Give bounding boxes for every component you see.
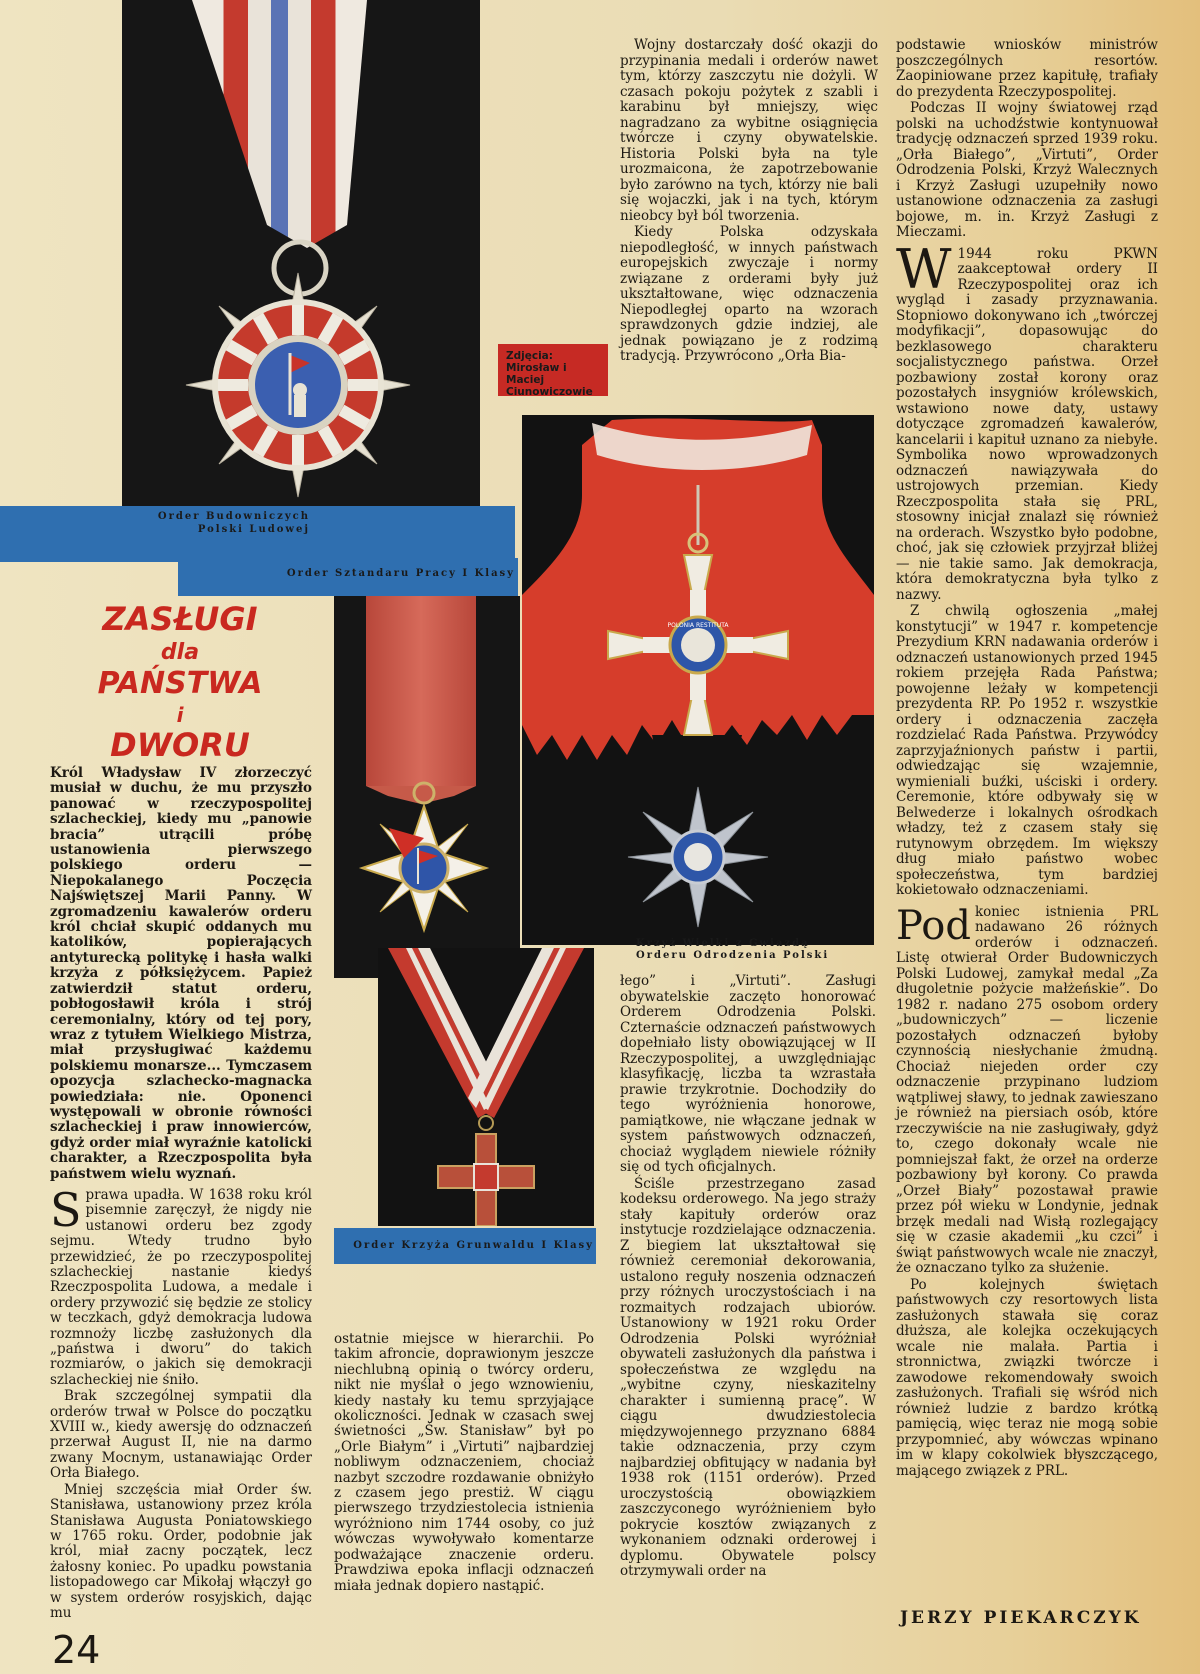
col4-para-3-wrap — [896, 237, 1158, 604]
col3-para-4: Ściśle przestrzegano zasad kodeksu orderowego. Na jego straży stały kapituły orderów oraz instytucje rozdzielające odznaczenia. Z biegiem lat ukształtował się również ceremoniał dekorowania, ustalono reguły noszenia odznaczeń przy różnych uroczystościach i na rozmaitych rodzajach ubiorów. Ustanowiony w 1921 roku Order Odrodzenia Polski wyróżniał obywateli zasłużonych dla państwa i społeczeństwa ze względu na „wybitne czyny, nieskazitelny charakter i sumienną pracę”. W ciągu dwudziestolecia międzywojennego przyznano 6884 takie odznaczenia, przy czym najbardziej obfitujący w nadania był 1938 rok (1151 orderów). Przed uroczystością obowiązkiem zaszczyconego wyróżnieniem było pokrycie kosztów związanych z wykonaniem odznaki orderowej i dyplomu. Obywatele polscy otrzymywali order na — [620, 1175, 876, 1579]
col1-para-3: Mniej szczęścia miał Order św. Stanisława, ustanowiony przez króla Stanisława Augusta Poniatowskiego w 1765 roku. Order, podobnie jak król, miał zacny początek, lecz żałosny koniec. Po upadku powstania listopadowego car Mikołaj włączył go w system orderów rosyjskich, dając mu — [50, 1481, 312, 1621]
drop-word-pod: Pod — [896, 902, 971, 949]
col4-para-5-wrap — [896, 902, 1158, 1277]
caption-order-budowniczych: Order Budowniczych Polski Ludowej — [157, 511, 310, 535]
column-4 — [896, 38, 1158, 1480]
medal-budowniczych-illustration — [122, 0, 480, 508]
col1-para-1-wrap — [50, 1182, 312, 1388]
drop-cap-s: S — [50, 1182, 82, 1237]
col3-para-1: Wojny dostarczały dość okazji do przypinania medali i orderów nawet tym, którzy zaszczytu nie dożyli. W czasach pokoju pożytek z szabli i karabinu był mniejszy, więc nagradzano za wybitne osiągnięcia twórcze i czyny obywatelskie. Historia Polski była na tyle urozmaicona, że zapotrzebowanie było zarówno na tych, którzy nie bali się wojaczki, jak i na tych, którym nieobcy był ból tworzenia. — [620, 37, 878, 224]
title-line-4: i — [176, 703, 184, 727]
col4-para-3: 1944 roku PKWN zaakceptował ordery II Rzeczypospolitej oraz ich wygląd i zasady przyznawania. Stopniowo dokonywano ich „twórczej modyfikacji”, dopasowując do bezklasowego charakteru socjalistycznego państwa. Orzeł pozbawiony został korony oraz pozostałych insygniów królewskich, wstawiono nowe daty, ustawy dotyczące zgromadzeń kawalerów, kancelarii i kapituł uznano za niebyłe. Symbolika nowo wprowadzonych odznaczeń nawiązywała do ustrojowych przemian. Kiedy Rzeczpospolita stała się PRL, stosowny inicjał znalazł się również na orderach. Wszystko było podobne, choć, jak się człowiek przyjrzał bliżej — nie takie samo. Jak demokracja, która demokratyczna była tylko z nazwy. — [896, 245, 1158, 603]
photo-krzyz-grunwaldu — [378, 948, 594, 1226]
photo-order-sztandaru — [334, 596, 520, 978]
col2-para-1: ostatnie miejsce w hierarchii. Po takim afroncie, doprawionym jeszcze niechlubną opinią o twórcy orderu, nikt nie myślał o jego wznowieniu, kiedy nastały ku temu sprzyjające okoliczności. Jednak w czasach swej świetności „Św. Stanisław” był po „Orle Białym” i „Virtuti” najbardziej nobliwym odznaczeniem, chociaż nazbyt szczodre rozdawanie obniżyło z czasem jego prestiż. W ciągu pierwszego trzydziestolecia istnienia wyróżniono nim 1744 osoby, co już wówczas wywoływało komentarze podważające znaczenie orderu. Prawdziwa epoka inflacji odznaczeń miała jednak dopiero nastąpić. — [334, 1331, 594, 1594]
col4-para-4: Z chwilą ogłoszenia „małej konstytucji” w 1947 r. kompetencje Prezydium KRN nadawania orderów i odznaczeń ustanowionych przed 1945 rokiem przejęła Rada Państwa; powojenne leżały w kompetencji prezydenta RP. Po 1952 r. wszystkie ordery i odznaczenia zaczęła rozdzielać Rada Państwa. Przywódcy zaprzyjaźnionych państw i partii, odwiedzając się wzajemnie, wymieniali buźki, uściski i ordery. Ceremonie, które odbywały się w Belwederze i lokalnych ośrodkach władzy, też z czasem stały się rutynowym obrzędem. Im większy dług miało państwo wobec społeczeństwa, tym bardziej kokietowało odznaczeniami. — [896, 603, 1158, 898]
column-3-bottom — [620, 974, 876, 1581]
author-byline: JERZY PIEKARCZYK — [900, 1608, 1142, 1628]
sash-and-star-illustration — [522, 415, 874, 945]
col1-para-2: Brak szczególnej sympatii dla orderów trwał w Polsce do początku XVIII w., kiedy awersję do odznaczeń przerwał August II, nie na darmo zwany Mocnym, ustanawiając Order Orła Białego. — [50, 1388, 312, 1482]
col4-para-1: podstawie wniosków ministrów poszczególnych resortów. Zaopiniowane przez kapitułę, trafiały do prezydenta Rzeczypospolitej. — [896, 37, 1158, 100]
title-line-3: PAŃSTWA — [97, 666, 263, 701]
lead-paragraph: Król Władysław IV złorzeczyć musiał w duchu, że mu przyszło panować w rzeczypospolitej szlacheckiej, kiedy mu „panowie bracia” utrącili próbę ustanowienia pierwszego polskiego orderu — Niepokalanego Poczęcia Najświętszej Marii Panny. W zgromadzeniu kawalerów orderu król chciał skupić oddanych mu katolików, popierających antyturecką politykę i hasła walki krzyża z półksiężycem. Papież zatwierdził statut orderu, pobłogosławił króla i strój ceremonialny, który od tej pory, wraz z tytułem Wielkiego Mistrza, miał przysługiwać każdemu polskiemu monarsze... Tymczasem opozycja szlachecko-magnacka powiedziała: nie. Oponenci występowali w obronie równości szlacheckiej i praw innowierców, gdyż order miał wyraźnie katolicki charakter, a Rzeczpospolita była państwem wielu wyznań. — [50, 765, 312, 1182]
photo-krzyz-wielki — [522, 415, 874, 945]
page-number: 24 — [52, 1628, 101, 1672]
medal-sztandaru-illustration — [334, 596, 520, 978]
polonia-inscription: POLONIA RESTITUTA — [667, 622, 729, 629]
column-2 — [334, 1332, 594, 1595]
column-3-top — [620, 38, 878, 366]
title-line-5: DWORU — [110, 726, 250, 764]
col4-para-5: koniec istnienia PRL nadawano 26 różnych orderów i odznaczeń. Listę otwierał Order Budowniczych Polski Ludowej, zamykał medal „Za długoletnie pożycie małżeńskie”. Do 1982 r. nadano 275 osobom ordery „budowniczych” — liczenie pozostałych odznaczeń byłoby czynnością niesłychanie żmudną. Chociaż niejeden order czy odznaczenie przypinano ludziom wątpliwej sławy, to jednak zawieszano je również na piersiach osób, które rzeczywiście na nie zasługiwały, gdyż to, czego dokonały wcale nie pomniejszał fakt, że orzeł na orderze pozbawiony był korony. Co prawda „Orzeł Biały” pozostawał prawie przez pół wieku w Londynie, jednak brzęk medali nad Wisłą rozlegający się w czasie akademii „ku czci” i świąt państwowych wcale nie znaczył, że oznaczano tylko za służenie. — [896, 903, 1158, 1276]
caption-order-sztandaru: Order Sztandaru Pracy I Klasy — [286, 568, 515, 579]
caption-krzyz-wielki: Krzyż Wielki z Gwiazdą Orderu Odrodzenia Polski — [636, 938, 830, 961]
col1-para-1: prawa upadła. W 1638 roku król pisemnie zaręczył, że nigdy nie ustanowi orderu bez zgody sejmu. Wtedy trudno było przewidzieć, że po rzeczypospolitej szlacheckiej nastanie kiedyś Rzeczpospolita Ludowa, a medale i ordery przywozić się będzie ze stolicy w teczkach, gdyż demokracja ludowa rozmnoży liczbę zasłużonych dla „państwa i dworu” do takich rozmiarów, o jakich się demokracji szlacheckiej nie śniło. — [50, 1186, 312, 1388]
col3-para-2: Kiedy Polska odzyskała niepodległość, w innych państwach europejskich zwyczaje i normy związane z orderami były już ukształtowane, więc odznaczenia Niepodległej oparto na wzorach sprawdzonych gdzie indziej, ale jednak powiązano je z rodzimą tradycją. Przywrócono „Orła Bia- — [620, 224, 878, 364]
column-1 — [50, 766, 312, 1622]
krzyz-grunwaldu-illustration — [378, 948, 594, 1226]
photo-credit: Zdjęcia: Mirosław i Maciej Ciunowiczowie — [498, 344, 608, 396]
caption-krzyz-grunwaldu: Order Krzyża Grunwaldu I Klasy — [353, 1240, 594, 1251]
col4-para-2: Podczas II wojny światowej rząd polski na uchodźstwie kontynuował tradycję odznaczeń sprzed 1939 roku. „Orła Białego”, „Virtuti”, Order Odrodzenia Polski, Krzyż Walecznych i Krzyż Zasługi uzupełniły nowo ustanowione odznaczenia za zasługi bojowe, m. in. Krzyż Zasługi z Mieczami. — [896, 100, 1158, 240]
title-line-2: dla — [160, 640, 200, 665]
photo-order-budowniczych — [122, 0, 480, 508]
title-line-1: ZASŁUGI — [102, 600, 258, 638]
drop-cap-w: W — [896, 237, 952, 301]
col3-para-3: łego” i „Virtuti”. Zasługi obywatelskie zaczęto honorować Orderem Odrodzenia Polski. Czternaście odznaczeń państwowych dopełniało listy obowiązującej w II Rzeczypospolitej, a uwzględniając klasyfikację, liczba ta wzrastała prawie trzykrotnie. Dochodziły do tego wyróżnienia honorowe, pamiątkowe, nie włączane jednak w system państwowych odznaczeń, chociaż wyglądem niewiele różniły się od tych oficjalnych. — [620, 973, 876, 1175]
col4-para-6: Po kolejnych świętach państwowych czy resortowych lista zasłużonych stawała się coraz dłuższa, ale kolejka oczekujących wcale nie malała. Partia i stronnictwa, związki twórcze i zawodowe rekomendowały swoich zasłużonych. Trafiali się wśród nich również ludzie z bardzo krótką pamięcią, więc teraz nie mogą sobie przypomnieć, aby wówczas wpinano im w klapy cokolwiek błyszczącego, mającego związek z PRL. — [896, 1276, 1158, 1479]
